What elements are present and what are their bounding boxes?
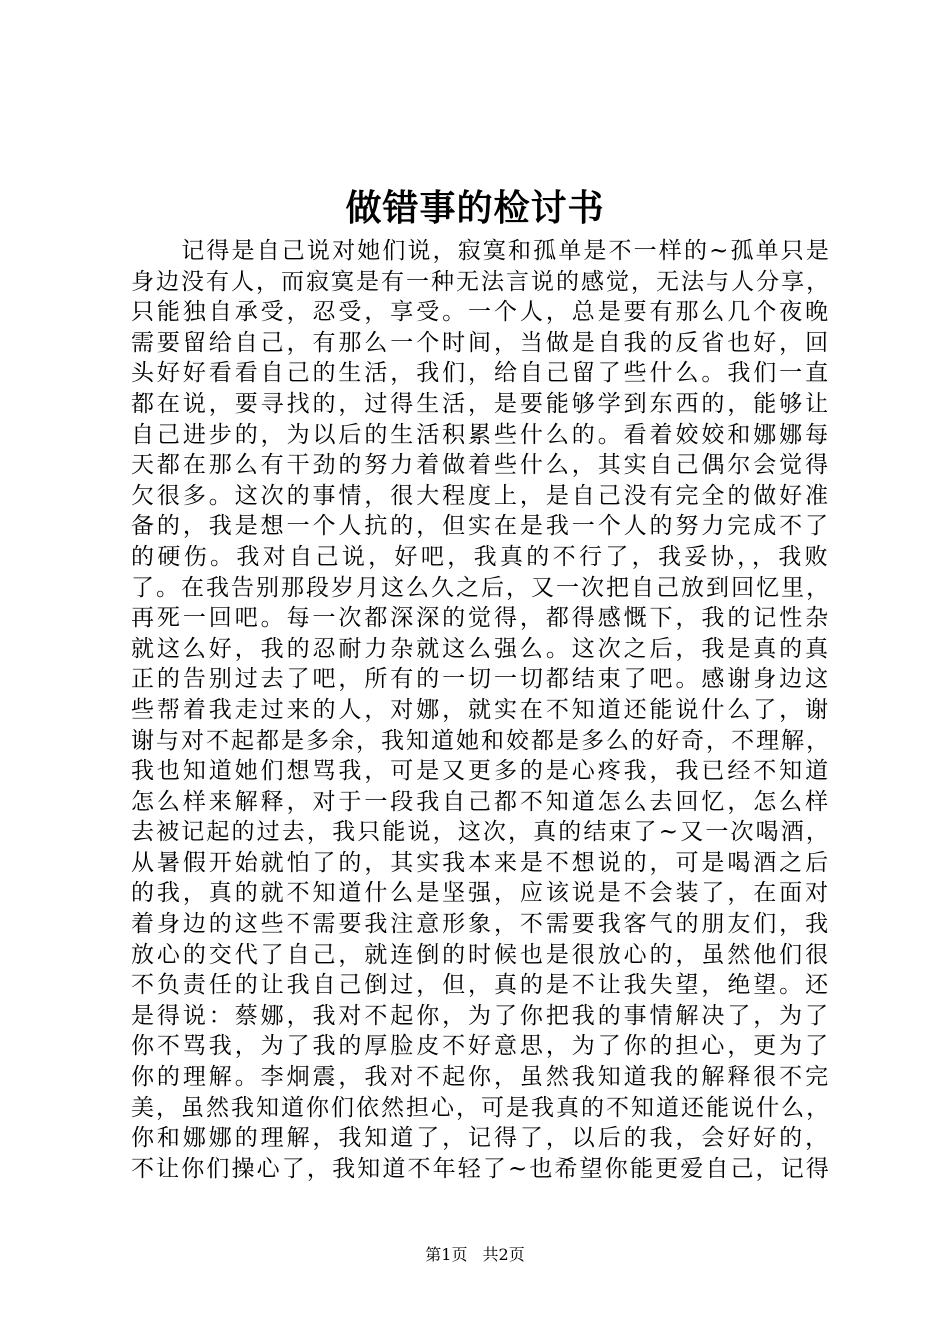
body-line: 放心的交代了自己，就连倒的时候也是很放心的，虽然他们很 — [131, 941, 832, 968]
body-line: 我也知道她们想骂我，可是又更多的是心疼我，我已经不知道 — [131, 758, 832, 785]
document-body — [131, 236, 831, 1184]
body-line: 欠很多。这次的事情，很大程度上，是自己没有完全的做好准 — [131, 482, 832, 509]
body-line: 你和娜娜的理解，我知道了，记得了，以后的我，会好好的， — [131, 1125, 832, 1152]
body-line: 了。在我告别那段岁月这么久之后，又一次把自己放到回忆里， — [131, 574, 832, 601]
body-line: 需要留给自己，有那么一个时间，当做是自我的反省也好，回 — [131, 329, 832, 356]
body-line: 去被记起的过去，我只能说，这次，真的结束了~又一次喝酒， — [131, 819, 831, 846]
page-number: 第1页 — [425, 1245, 468, 1264]
body-line: 记得是自己说对她们说，寂寞和孤单是不一样的~孤单只是 — [131, 238, 831, 264]
body-line: 是得说：蔡娜，我对不起你，为了你把我的事情解决了，为了 — [131, 1002, 832, 1029]
body-line: 从暑假开始就怕了的，其实我本来是不想说的，可是喝酒之后 — [131, 849, 832, 876]
body-line: 你不骂我，为了我的厚脸皮不好意思，为了你的担心，更为了 — [131, 1033, 832, 1060]
body-line: 再死一回吧。每一次都深深的觉得，都得感慨下，我的记性杂 — [131, 605, 832, 632]
body-line: 怎么样来解释，对于一段我自己都不知道怎么去回忆，怎么样 — [131, 788, 832, 815]
body-line: 都在说，要寻找的，过得生活，是要能够学到东西的，能够让 — [131, 390, 832, 417]
body-line: 些帮着我走过来的人，对娜，就实在不知道还能说什么了，谢 — [131, 696, 832, 723]
body-line: 备的，我是想一个人抗的，但实在是我一个人的努力完成不了 — [131, 513, 832, 540]
body-line: 的我，真的就不知道什么是坚强，应该说是不会装了，在面对 — [131, 880, 832, 907]
body-line: 头好好看看自己的生活，我们，给自己留了些什么。我们一直 — [131, 360, 832, 387]
body-line: 着身边的这些不需要我注意形象，不需要我客气的朋友们，我 — [131, 911, 832, 938]
body-line: 正的告别过去了吧，所有的一切一切都结束了吧。感谢身边这 — [131, 666, 832, 693]
body-line: 就这么好，我的忍耐力杂就这么强么。这次之后，我是真的真 — [131, 635, 832, 662]
body-line: 的硬伤。我对自己说，好吧，我真的不行了，我妥协，，我败 — [131, 543, 831, 570]
body-line: 美，虽然我知道你们依然担心，可是我真的不知道还能说什么， — [131, 1094, 832, 1121]
body-line: 自己进步的，为以后的生活积累些什么的。看着姣姣和娜娜每 — [131, 421, 832, 448]
body-line: 天都在那么有干劲的努力着做着些什么，其实自己偶尔会觉得 — [131, 452, 832, 479]
body-line: 只能独自承受，忍受，享受。一个人，总是要有那么几个夜晚 — [131, 299, 832, 326]
document-title: 做错事的检讨书 — [345, 187, 605, 229]
body-line: 不让你们操心了，我知道不年轻了~也希望你能更爱自己，记得 — [131, 1155, 831, 1182]
body-line: 不负责任的让我自己倒过，但，真的是不让我失望，绝望。还 — [131, 972, 832, 999]
body-line: 谢与对不起都是多余，我知道她和姣都是多么的好奇，不理解， — [131, 727, 832, 754]
body-line: 身边没有人，而寂寞是有一种无法言说的感觉，无法与人分享， — [131, 268, 832, 295]
body-line: 你的理解。李炯震，我对不起你，虽然我知道我的解释很不完 — [131, 1064, 832, 1091]
page-total: 共2页 — [482, 1245, 525, 1264]
page-footer — [0, 1244, 950, 1266]
